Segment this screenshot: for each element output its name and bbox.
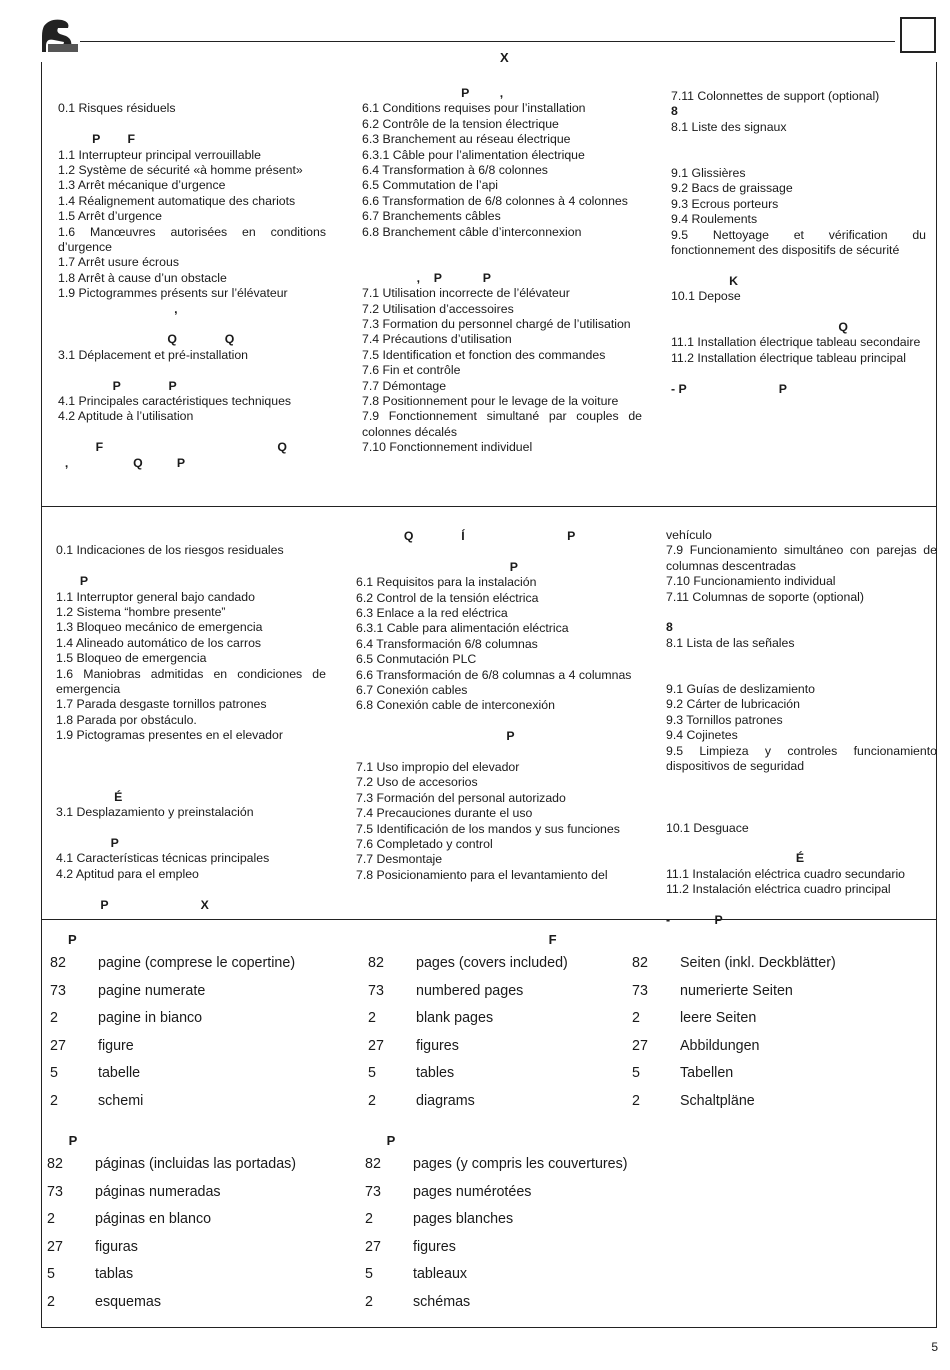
index-entry: 7.4 Précautions d’utilisation: [362, 332, 512, 347]
stats-label: numbered pages: [416, 982, 524, 999]
section-heading: É: [666, 851, 805, 866]
index-entry: 6.4 Transformación 6/8 columnas: [356, 636, 538, 651]
index-entry: 7.5 Identification et fonction des commandes: [362, 347, 606, 362]
stats-row: [47, 1179, 357, 1207]
index-entry: 7.6 Completado y control: [356, 837, 493, 852]
spacer: [56, 774, 326, 789]
page-number: 5: [931, 1340, 938, 1354]
spacer: [356, 544, 649, 559]
stats-count: 5: [632, 1065, 640, 1082]
stats-row: [47, 1234, 357, 1262]
stats-label: diagrams: [416, 1092, 475, 1109]
stats-row: [632, 978, 892, 1006]
stats-row: [50, 1033, 350, 1061]
index-entry: 7.6 Fin et contrôle: [362, 363, 461, 378]
stats-label: tables: [416, 1065, 455, 1082]
section-heading: P: [356, 559, 518, 574]
stats-label: Schaltpläne: [680, 1092, 755, 1109]
index-entry: 1.6 Manœuvres autorisées en conditions d’urgence: [58, 224, 326, 255]
spacer: [58, 317, 326, 332]
section-heading: Q: [671, 320, 848, 334]
stats-row: [50, 1005, 350, 1033]
index-entry: 9.2 Cárter de lubricación: [666, 697, 800, 712]
index-entry: 7.1 Uso impropio del elevador: [356, 760, 520, 774]
stats-count: 73: [632, 982, 648, 999]
stats-row: [47, 1151, 357, 1179]
stats-count: 73: [365, 1183, 381, 1200]
stats-count: 2: [368, 1010, 376, 1027]
index-entry: 1.6 Maniobras admitidas en condiciones de emergencia: [56, 666, 326, 697]
stats-row: [50, 950, 350, 978]
index-entry: 1.5 Bloqueo de emergencia: [56, 651, 207, 666]
section-heading: K: [671, 273, 738, 288]
stats-count: 82: [47, 1156, 63, 1172]
corner-box: [900, 17, 936, 53]
stats-count: 73: [47, 1183, 63, 1200]
index-entry: 7.4 Precauciones durante el uso: [356, 806, 533, 821]
stats-row: [47, 1261, 357, 1289]
header-mark: X: [500, 50, 509, 65]
index-entry: 6.5 Commutation de l’api: [362, 178, 499, 193]
stats-label: figures: [413, 1238, 456, 1255]
stats-count: 2: [50, 1010, 58, 1027]
section-heading: P: [356, 729, 515, 744]
stats-count: 27: [50, 1037, 66, 1054]
stats-row: [368, 1005, 618, 1033]
stats-row: [47, 1289, 357, 1317]
index-entry: 9.5 Nettoyage et vérification du fonctionnement des dispositifs de sécurité: [671, 227, 926, 258]
stats-label: tabelle: [98, 1065, 141, 1082]
stats-label: leere Seiten: [680, 1010, 757, 1027]
section-heading: Q Q: [58, 332, 235, 347]
index-entry: 6.6 Transformation de 6/8 colonnes à 4 colonnes: [362, 193, 628, 208]
stats-label: numerierte Seiten: [680, 982, 793, 999]
index-entry: 6.4 Transformation à 6/8 colonnes: [362, 163, 548, 178]
stats-heading: P: [365, 1133, 396, 1148]
section-divider-fr-es: [41, 506, 937, 507]
index-entry: 7.10 Funcionamiento individual: [666, 574, 836, 589]
index-entry: 1.9 Pictogramas presentes en el elevador: [56, 728, 283, 743]
stats-count: 2: [365, 1211, 373, 1228]
index-entry: 7.1 Utilisation incorrecte de l’élévateur: [362, 286, 570, 301]
stats-label: blank pages: [416, 1010, 494, 1027]
index-entry: 1.3 Arrêt mécanique d’urgence: [58, 178, 226, 193]
stats-count: 27: [47, 1238, 63, 1255]
section-heading: É: [56, 789, 123, 804]
index-entry: 7.7 Démontage: [362, 378, 447, 393]
index-entry: 6.7 Conexión cables: [356, 683, 468, 698]
section-heading: F Q: [58, 440, 287, 455]
stats-count: 2: [50, 1092, 58, 1109]
spacer: [58, 363, 326, 378]
stats-row: [632, 950, 892, 978]
index-entry: 9.3 Tornillos patrones: [666, 712, 783, 727]
stats-row: [50, 978, 350, 1006]
index-entry: 10.1 Depose: [671, 289, 741, 304]
index-entry: 7.2 Utilisation d’accessoires: [362, 301, 514, 316]
index-entry: 7.8 Positionnement pour le levage de la voiture: [362, 394, 619, 409]
index-entry: 7.11 Colonnettes de support (optional): [671, 89, 880, 103]
index-fr-column-1: [58, 86, 326, 471]
company-logo: [40, 16, 80, 56]
stats-label: Tabellen: [680, 1065, 734, 1082]
stats-label: pages (y compris les couvertures): [413, 1156, 628, 1172]
stats-count: 82: [365, 1156, 381, 1172]
stats-row: [365, 1289, 665, 1317]
stats-label: pagine in bianco: [98, 1010, 203, 1027]
stats-row: [632, 1088, 892, 1116]
index-entry: 1.2 Système de sécurité «à homme présent»: [58, 162, 303, 177]
spacer: [56, 744, 326, 759]
spacer: [671, 135, 926, 150]
section-heading: P X: [56, 897, 209, 912]
index-entry: 7.8 Posicionamiento para el levantamiento del: [356, 867, 608, 882]
page-stats-fr: [365, 1131, 665, 1317]
index-entry: 7.9 Funcionamiento simultáneo con parejas de columnas descentradas: [666, 543, 937, 573]
stats-label: pages blanches: [413, 1211, 514, 1228]
stats-count: 73: [50, 982, 66, 999]
index-entry: 11.2 Installation électrique tableau principal: [671, 350, 906, 365]
index-entry: 6.1 Requisitos para la instalación: [356, 575, 537, 590]
section-heading: - P P: [671, 381, 787, 396]
spacer: [56, 559, 326, 574]
section-heading: , P P: [362, 270, 491, 285]
header-rule: [80, 41, 895, 42]
index-entry: 0.1 Indicaciones de los riesgos residuales: [56, 543, 284, 558]
stats-count: 73: [368, 982, 384, 999]
index-entry: 9.4 Roulements: [671, 212, 758, 227]
stats-row: [365, 1206, 665, 1234]
index-entry: 1.5 Arrêt d’urgence: [58, 209, 162, 224]
stats-count: 2: [47, 1211, 55, 1228]
page-stats-es: [47, 1131, 357, 1317]
index-entry: 4.1 Características técnicas principales: [56, 851, 270, 866]
index-entry: 9.4 Cojinetes: [666, 728, 738, 743]
stats-count: 5: [368, 1065, 376, 1082]
spacer: [666, 651, 937, 666]
stats-label: Abbildungen: [680, 1037, 760, 1054]
stats-label: figuras: [95, 1238, 138, 1255]
spacer: [666, 774, 937, 789]
stats-row: [368, 1033, 618, 1061]
stats-label: páginas numeradas: [95, 1183, 221, 1200]
page-stats-it: [50, 930, 350, 1116]
index-entry: 6.8 Conexión cable de interconexión: [356, 698, 555, 713]
index-entry: 7.7 Desmontaje: [356, 852, 443, 867]
index-entry: 6.8 Branchement câble d’interconnexion: [362, 224, 582, 239]
spacer: [666, 898, 937, 913]
stats-count: 2: [365, 1293, 373, 1310]
section-heading: 8: [671, 104, 678, 119]
stats-row: [365, 1234, 665, 1262]
index-entry: 7.9 Fonctionnement simultané par couples de colonnes décalés: [362, 409, 642, 439]
index-es-column-1: [56, 528, 326, 913]
page-stats-en: [368, 930, 618, 1116]
stats-row: [632, 1005, 892, 1033]
stats-count: 82: [632, 955, 648, 971]
spacer: [671, 305, 926, 320]
index-entry: 1.7 Arrêt usure écrous: [58, 255, 179, 270]
stats-heading: F: [368, 932, 557, 947]
index-entry: 6.3.1 Cable para alimentación eléctrica: [356, 621, 569, 636]
index-entry: 9.3 Ecrous porteurs: [671, 196, 779, 211]
page-stats-de: [632, 930, 892, 1116]
section-heading: Q Í P: [356, 529, 576, 543]
index-entry: 1.8 Arrêt à cause d’un obstacle: [58, 270, 227, 285]
index-entry: 3.1 Déplacement et pré-installation: [58, 347, 249, 362]
index-entry: 9.1 Glissières: [671, 165, 746, 180]
index-entry: 4.2 Aptitud para el empleo: [56, 866, 199, 881]
index-entry: 10.1 Desguace: [666, 820, 749, 835]
stats-label: figure: [98, 1037, 134, 1054]
index-entry: 11.1 Installation électrique tableau secondaire: [671, 335, 921, 350]
index-entry: 1.2 Sistema “hombre presente”: [56, 604, 226, 619]
index-entry: 7.11 Columnas de soporte (optional): [666, 589, 865, 604]
stats-label: schemi: [98, 1092, 144, 1109]
index-entry: 8.1 Lista de las señales: [666, 635, 795, 650]
spacer: [58, 117, 326, 132]
spacer: [56, 821, 326, 836]
stats-row: [47, 1206, 357, 1234]
index-entry: 8.1 Liste des signaux: [671, 119, 787, 134]
stats-label: pages numérotées: [413, 1183, 532, 1200]
index-entry: 6.1 Conditions requises pour l’installation: [362, 101, 586, 116]
stats-count: 2: [632, 1010, 640, 1027]
spacer: [666, 836, 937, 851]
spacer: [362, 240, 642, 255]
index-entry: 1.1 Interruptor general bajo candado: [56, 589, 255, 604]
stats-row: [368, 978, 618, 1006]
index-entry: 9.5 Limpieza y controles funcionamiento dispositivos de seguridad: [666, 743, 937, 774]
stats-label: páginas en blanco: [95, 1211, 212, 1228]
stats-count: 27: [368, 1037, 384, 1054]
spacer: [362, 255, 642, 270]
stats-label: figures: [416, 1037, 459, 1054]
spacer: [356, 714, 649, 729]
index-entry: 3.1 Desplazamiento y preinstalación: [56, 805, 254, 820]
index-entry: 6.3 Enlace a la red eléctrica: [356, 605, 508, 620]
stats-row: [368, 1060, 618, 1088]
section-heading: P: [56, 836, 119, 850]
spacer: [666, 790, 937, 805]
index-entry: 6.2 Control de la tensión eléctrica: [356, 590, 539, 605]
stats-label: Seiten (inkl. Deckblätter): [680, 955, 836, 971]
stats-row: [368, 950, 618, 978]
index-entry: 9.1 Guías de deslizamiento: [666, 682, 816, 696]
index-entry: 6.2 Contrôle de la tension électrique: [362, 116, 559, 131]
stats-label: pagine numerate: [98, 982, 206, 999]
index-entry: 11.1 Instalación eléctrica cuadro secundario: [666, 866, 906, 881]
index-entry: 9.2 Bacs de graissage: [671, 181, 793, 196]
section-heading: P ,: [362, 86, 504, 100]
index-es-column-2: [356, 529, 649, 883]
stats-heading: P: [50, 932, 77, 947]
spacer: [671, 366, 926, 381]
stats-count: 5: [365, 1266, 373, 1283]
spacer: [666, 605, 937, 620]
spacer: [56, 882, 326, 897]
stats-label: schémas: [413, 1293, 471, 1310]
stats-label: tablas: [95, 1266, 134, 1283]
section-heading: P F: [58, 132, 135, 147]
section-heading: P: [56, 574, 89, 589]
index-entry: 6.3 Branchement au réseau électrique: [362, 132, 571, 147]
index-es-column-3: [666, 528, 937, 928]
index-entry: vehículo: [666, 528, 712, 542]
index-entry: 1.4 Alineado automático de los carros: [56, 635, 262, 650]
stats-count: 2: [368, 1092, 376, 1109]
index-entry: 7.3 Formation du personnel chargé de l’utilisation: [362, 317, 631, 332]
index-entry: 7.5 Identificación de los mandos y sus funciones: [356, 821, 620, 836]
spacer: [666, 667, 937, 682]
stats-count: 5: [47, 1266, 55, 1283]
stats-row: [50, 1060, 350, 1088]
stats-row: [632, 1033, 892, 1061]
index-entry: 6.5 Conmutación PLC: [356, 652, 477, 667]
index-entry: 1.4 Réalignement automatique des chariots: [58, 193, 296, 208]
index-entry: 1.7 Parada desgaste tornillos patrones: [56, 697, 267, 712]
stats-count: 5: [50, 1065, 58, 1082]
spacer: [671, 151, 926, 166]
index-entry: 11.2 Instalación eléctrica cuadro principal: [666, 882, 891, 897]
stats-count: 2: [47, 1293, 55, 1310]
index-entry: 6.6 Transformación de 6/8 columnas a 4 columnas: [356, 667, 632, 682]
stats-count: 27: [365, 1238, 381, 1255]
index-entry: 4.1 Principales caractéristiques techniques: [58, 394, 292, 408]
spacer: [356, 745, 649, 760]
index-entry: 6.3.1 Câble pour l’alimentation électrique: [362, 147, 585, 162]
index-entry: 4.2 Aptitude à l’utilisation: [58, 409, 194, 424]
spacer: [58, 86, 326, 101]
stats-heading: [632, 930, 892, 950]
section-heading: P P: [58, 378, 177, 393]
index-entry: 0.1 Risques résiduels: [58, 101, 176, 116]
spacer: [58, 425, 326, 440]
index-entry: 7.2 Uso de accesorios: [356, 775, 478, 790]
index-entry: 1.8 Parada por obstáculo.: [56, 712, 197, 727]
stats-row: [632, 1060, 892, 1088]
stats-row: [50, 1088, 350, 1116]
section-heading: ,: [58, 301, 178, 316]
index-entry: 7.10 Fonctionnement individuel: [362, 440, 533, 455]
stats-label: páginas (incluidas las portadas): [95, 1156, 297, 1172]
stats-count: 82: [50, 955, 66, 971]
stats-count: 82: [368, 955, 384, 971]
section-heading: , Q P: [58, 455, 186, 470]
section-heading: - P: [666, 913, 723, 927]
stats-row: [365, 1151, 665, 1179]
stats-label: esquemas: [95, 1293, 161, 1310]
index-entry: 6.7 Branchements câbles: [362, 209, 501, 224]
index-entry: 1.1 Interrupteur principal verrouillable: [58, 147, 262, 162]
spacer: [56, 528, 326, 543]
stats-row: [365, 1261, 665, 1289]
stats-label: tableaux: [413, 1266, 468, 1283]
stats-heading: P: [47, 1133, 78, 1148]
section-heading: 8: [666, 620, 673, 635]
stats-label: pages (covers included): [416, 955, 568, 971]
index-fr-column-2: [362, 86, 642, 456]
stats-row: [365, 1179, 665, 1207]
spacer: [56, 759, 326, 774]
stats-row: [368, 1088, 618, 1116]
stats-label: pagine (comprese le copertine): [98, 955, 296, 971]
spacer: [671, 258, 926, 273]
index-entry: 1.9 Pictogrammes présents sur l’élévateur: [58, 286, 288, 301]
stats-count: 2: [632, 1092, 640, 1109]
index-entry: 1.3 Bloqueo mecánico de emergencia: [56, 620, 263, 635]
index-entry: 7.3 Formación del personal autorizado: [356, 790, 566, 805]
spacer: [666, 805, 937, 820]
stats-count: 27: [632, 1037, 648, 1054]
index-fr-column-3: [671, 89, 926, 397]
